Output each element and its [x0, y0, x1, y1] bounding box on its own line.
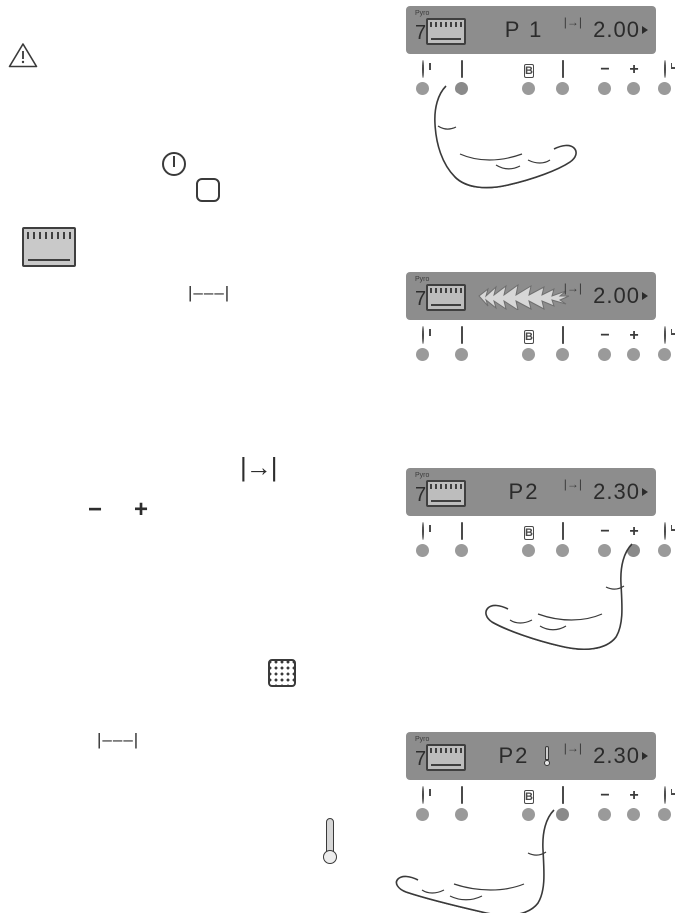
oven-icon: [426, 744, 466, 771]
key-icons-row-2: [406, 326, 656, 346]
end-of-cooking-glyph: |→|: [240, 452, 277, 482]
grid-key-icon: [554, 786, 572, 804]
stop-key[interactable]: [455, 544, 468, 557]
minus-key-icon: −: [600, 61, 610, 78]
b-key-icon: B: [525, 65, 533, 77]
level-mark: 7: [415, 22, 427, 44]
oven-icon: [426, 480, 466, 507]
time-readout: [578, 283, 648, 309]
grid-key-icon: [554, 60, 572, 78]
time-text: 2.00: [593, 17, 640, 42]
stop-key[interactable]: [455, 348, 468, 361]
hand-pointing-icon: [400, 82, 590, 197]
grid-glyph: [268, 659, 296, 687]
minus-key[interactable]: [598, 82, 611, 95]
b-key-icon: B: [525, 331, 533, 343]
warning-triangle-icon: [8, 42, 38, 68]
oven-icon: [426, 18, 466, 45]
minus-glyph: −: [88, 496, 103, 523]
key-icons-row-3: [406, 522, 656, 542]
flashing-starburst-icon: [476, 282, 572, 310]
pyro-label: Pyro: [415, 276, 430, 283]
oven-status-icon: [414, 473, 470, 511]
play-triangle-icon: [642, 752, 648, 760]
power-key-icon: [414, 522, 432, 540]
plus-key[interactable]: [627, 82, 640, 95]
b-key-icon: B: [525, 791, 533, 803]
program-readout: [470, 282, 578, 310]
oven-status-icon: [414, 277, 470, 315]
level-mark: 7: [415, 484, 427, 506]
display-1: [406, 6, 656, 54]
end-of-cooking-icon: |→|: [563, 15, 582, 29]
grid-key[interactable]: [556, 348, 569, 361]
play-triangle-icon: [642, 292, 648, 300]
plus-key[interactable]: [627, 348, 640, 361]
power-key[interactable]: [416, 544, 429, 557]
duration-glyph: |–––|: [188, 283, 231, 302]
end-of-cooking-icon: |→|: [563, 281, 582, 295]
end-of-cooking-icon: |→|: [563, 477, 582, 491]
plus-key-icon: +: [629, 327, 639, 344]
time-text: 2.30: [593, 743, 640, 768]
display-2: [406, 272, 656, 320]
pyro-label: Pyro: [415, 736, 430, 743]
time-readout: [578, 17, 648, 43]
grid-key-icon: [554, 326, 572, 344]
plus-key[interactable]: [627, 808, 640, 821]
stop-key-icon: [453, 786, 471, 804]
end-of-cooking-icon: |→|: [563, 741, 582, 755]
program-text: P2: [508, 479, 540, 504]
key-dots-row-2: [406, 348, 656, 364]
power-key-icon: [414, 60, 432, 78]
minus-key[interactable]: [598, 808, 611, 821]
stop-key-icon: [453, 326, 471, 344]
time-readout: [578, 479, 648, 505]
power-glyph: [162, 152, 186, 176]
oven-status-icon: [414, 11, 470, 49]
clock-key-icon: [656, 326, 674, 344]
program-text: P 1: [504, 17, 544, 42]
thermometer-icon: [323, 818, 337, 864]
stop-key-icon: [453, 522, 471, 540]
plus-glyph: +: [134, 496, 149, 523]
grid-key-icon: [554, 522, 572, 540]
clock-key[interactable]: [658, 82, 671, 95]
control-panel-2: [406, 272, 656, 364]
oven-status-icon: [414, 737, 470, 775]
pyro-label: Pyro: [415, 472, 430, 479]
oven-icon: [426, 284, 466, 311]
stop-key-icon: [453, 60, 471, 78]
display-3: [406, 468, 656, 516]
plus-key-icon: +: [629, 61, 639, 78]
hand-pointing-icon: [378, 808, 578, 918]
clock-key-icon: [656, 786, 674, 804]
time-readout: [578, 743, 648, 769]
thermometer-glyph: [323, 818, 337, 864]
minus-key[interactable]: [598, 348, 611, 361]
plus-key-icon: +: [629, 523, 639, 540]
clock-key-icon: [656, 60, 674, 78]
stop-square-glyph: [196, 178, 220, 202]
plus-key-icon: +: [629, 787, 639, 804]
thermometer-icon: [544, 746, 550, 766]
minus-key-icon: −: [600, 523, 610, 540]
time-text: 2.30: [593, 479, 640, 504]
b-key-icon: B: [525, 527, 533, 539]
program-text: P2: [498, 743, 530, 768]
clock-key[interactable]: [658, 348, 671, 361]
power-icon: [162, 152, 186, 176]
hand-pointing-icon: [480, 540, 680, 660]
power-key-icon: [414, 786, 432, 804]
level-mark: 7: [415, 288, 427, 310]
display-4: [406, 732, 656, 780]
pyro-label: Pyro: [415, 10, 430, 17]
minus-key-icon: −: [600, 327, 610, 344]
b-key[interactable]: [522, 348, 535, 361]
level-mark: 7: [415, 748, 427, 770]
play-triangle-icon: [642, 26, 648, 34]
clock-key-icon: [656, 522, 674, 540]
duration-glyph-2: |–––|: [97, 730, 140, 749]
square-icon: [196, 178, 220, 202]
play-triangle-icon: [642, 488, 648, 496]
clock-key[interactable]: [658, 808, 671, 821]
key-icons-row-1: [406, 60, 656, 80]
program-readout: [470, 479, 578, 505]
minus-key-icon: −: [600, 787, 610, 804]
time-text: 2.00: [593, 283, 640, 308]
oven-glyph: [22, 227, 76, 267]
program-readout: [470, 743, 578, 769]
grid-icon: [268, 659, 296, 687]
program-readout: [470, 17, 578, 43]
power-key-icon: [414, 326, 432, 344]
key-icons-row-4: [406, 786, 656, 806]
power-key[interactable]: [416, 348, 429, 361]
oven-icon: [22, 227, 76, 267]
